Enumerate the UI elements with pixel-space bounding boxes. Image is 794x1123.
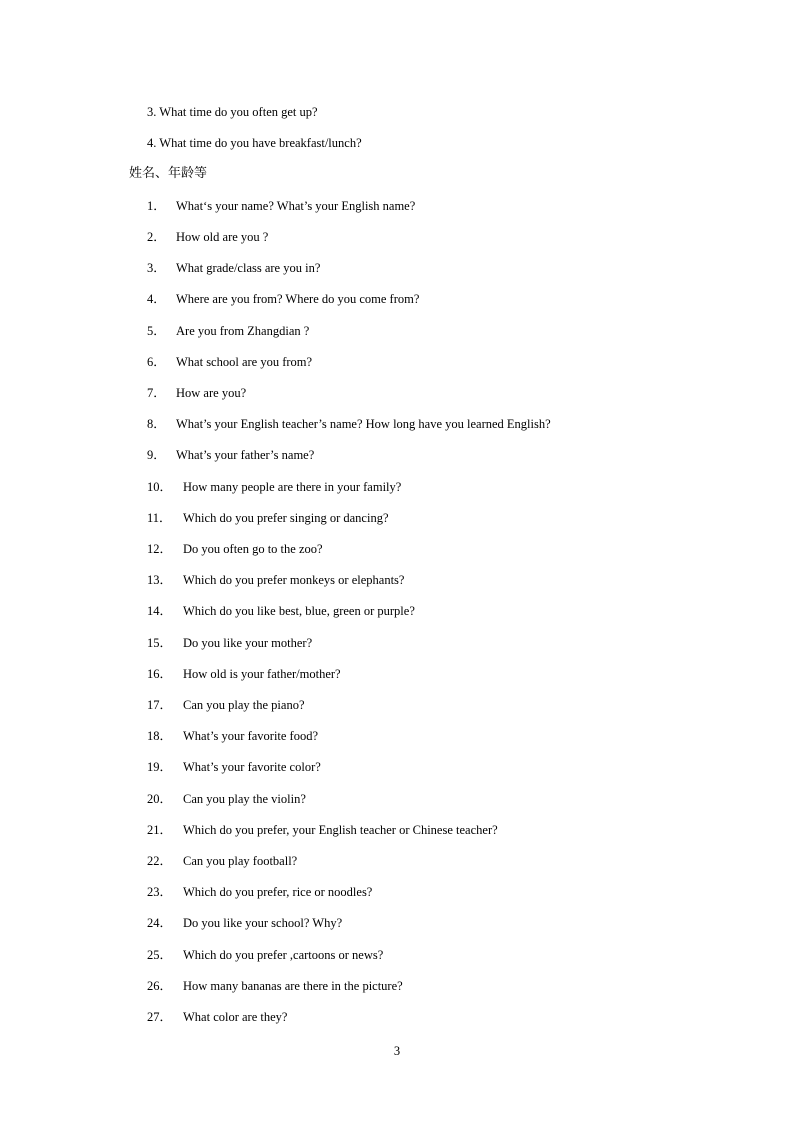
question-number: 16． xyxy=(147,667,173,681)
question-number: 23． xyxy=(147,885,173,899)
question-text: What‘s your name? What’s your English name? xyxy=(176,199,416,213)
question-text: What school are you from? xyxy=(176,355,313,369)
question-number: 19． xyxy=(147,760,173,774)
question-text: Which do you prefer, your English teacher or Chinese teacher? xyxy=(183,823,498,837)
section-heading: 姓名、年龄等 xyxy=(129,166,208,181)
question-number: 12． xyxy=(147,542,173,556)
question-number: 8． xyxy=(147,417,166,431)
question-number: 13． xyxy=(147,573,173,587)
question-text: Which do you like best, blue, green or purple? xyxy=(183,604,415,618)
question-number: 6． xyxy=(147,355,166,369)
question-number: 7． xyxy=(147,386,166,400)
page-number: 3 xyxy=(393,1044,401,1058)
question-text: What’s your English teacher’s name? How long have you learned English? xyxy=(176,417,551,431)
question-text: What color are they? xyxy=(183,1010,288,1024)
intro-item-4: 4. What time do you have breakfast/lunch? xyxy=(147,136,362,150)
question-text: Which do you prefer singing or dancing? xyxy=(183,511,389,525)
question-number: 25． xyxy=(147,948,173,962)
question-text: Can you play the piano? xyxy=(183,698,305,712)
question-text: How many people are there in your family? xyxy=(183,480,402,494)
question-number: 22． xyxy=(147,854,173,868)
question-text: Which do you prefer monkeys or elephants? xyxy=(183,573,405,587)
question-text: Do you like your school? Why? xyxy=(183,916,343,930)
question-number: 15． xyxy=(147,636,173,650)
question-number: 1． xyxy=(147,199,166,213)
question-text: What’s your favorite food? xyxy=(183,729,319,743)
question-number: 11． xyxy=(147,511,172,525)
question-number: 5． xyxy=(147,324,166,338)
question-number: 27． xyxy=(147,1010,173,1024)
question-number: 3． xyxy=(147,261,166,275)
question-text: How are you? xyxy=(176,386,247,400)
question-text: Are you from Zhangdian ? xyxy=(176,324,310,338)
question-number: 14． xyxy=(147,604,173,618)
question-number: 2． xyxy=(147,230,166,244)
question-number: 26． xyxy=(147,979,173,993)
question-text: What’s your father’s name? xyxy=(176,448,315,462)
question-text: What’s your favorite color? xyxy=(183,760,321,774)
question-text: Which do you prefer ,cartoons or news? xyxy=(183,948,384,962)
question-text: What grade/class are you in? xyxy=(176,261,321,275)
question-number: 20． xyxy=(147,792,173,806)
question-number: 4． xyxy=(147,292,166,306)
question-number: 21． xyxy=(147,823,173,837)
question-number: 18． xyxy=(147,729,173,743)
question-text: How old is your father/mother? xyxy=(183,667,341,681)
question-text: Can you play the violin? xyxy=(183,792,306,806)
question-text: Do you like your mother? xyxy=(183,636,313,650)
question-text: Where are you from? Where do you come from? xyxy=(176,292,420,306)
question-number: 24． xyxy=(147,916,173,930)
question-text: How many bananas are there in the picture? xyxy=(183,979,403,993)
question-text: Do you often go to the zoo? xyxy=(183,542,323,556)
question-number: 17． xyxy=(147,698,173,712)
question-number: 9． xyxy=(147,448,166,462)
intro-item-3: 3. What time do you often get up? xyxy=(147,105,318,119)
question-text: Which do you prefer, rice or noodles? xyxy=(183,885,373,899)
question-text: Can you play football? xyxy=(183,854,298,868)
question-text: How old are you ? xyxy=(176,230,269,244)
question-number: 10． xyxy=(147,480,173,494)
